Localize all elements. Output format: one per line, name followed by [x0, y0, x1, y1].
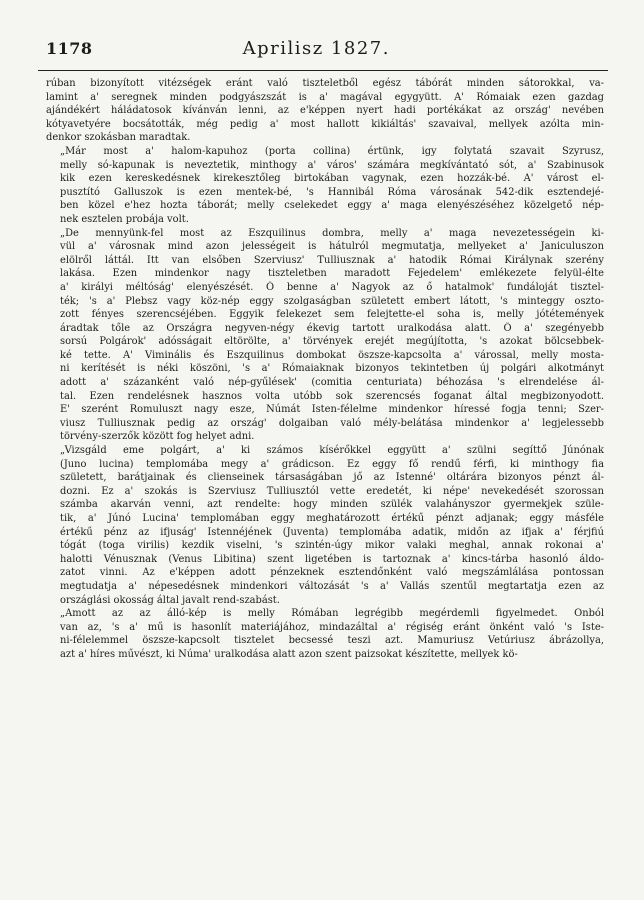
text-line: áradtak tőle az Országra negyven-négy ékevig tartott uralkodása alatt. Ő a' szegényebb	[60, 322, 604, 334]
text-line: született, barátjainak és clienseinek társaságában jő az Istenné' oltárára bizonyos pénzt ál-	[60, 472, 604, 484]
text-line: „Vizsgáld eme polgárt, a' ki számos kísérőkkel eggyütt a' szülni segíttő Júnónak	[60, 445, 604, 457]
text-line: a' királyi méltóság' elenyészését. Ő benne a' Nagyok az ő hatalmok' fundáloját tisztel-	[60, 281, 604, 293]
text-line: törvény-szerzők között fog helyet adni.	[60, 431, 255, 443]
text-line: ni kerítését is néki köszöni, 's a' Rómaiaknak bizonyos tekintetben új polgári alkotmányt	[60, 363, 604, 375]
paragraph	[46, 145, 604, 227]
text-line: halotti Vénusznak (Venus Libitina) szent ligetében is tartoznak a' kincs-tárba hasonló áldo-	[60, 553, 604, 565]
body-text	[46, 77, 604, 662]
text-line: van az, 's a' mű is hasonlít materiájához, mindazáltal a' régiség eránt önként való 's Iste-	[60, 621, 604, 633]
page-number: 1178	[46, 39, 93, 58]
text-line: „Amott az az álló-kép is melly Rómában legrégibb megérdemli figyelmedet. Onból	[60, 608, 604, 620]
paragraph	[46, 77, 604, 145]
text-line: értékű pénz az ifjuság' Istennéjének (Juventa) templomába adatik, midőn az ifjak a' férjfiú	[60, 526, 604, 538]
text-line: lamint a' seregnek minden podgyászszát is a' magával egygyütt. A' Rómaiak ezen gazdag	[46, 91, 604, 103]
text-line: rúban bizonyított vitézségek eránt való tiszteletből egész tábórát minden sátorokkal, va-	[46, 78, 604, 89]
text-line: tal. Ezen rendelésnek hasznos volta utóbb sok szerencsés foganat által megbizonyodott.	[60, 390, 604, 402]
text-line: országlási okosság által javalt rend-szabást.	[60, 594, 280, 606]
text-line: kik ezen kereskedésnek kirekesztőleg birtokában vagynak, ezen hozzák-bé. A' várost el-	[60, 173, 604, 185]
text-line: (Juno lucina) templomába megy a' grádicson. Ez eggy fő rendű férfi, ki minthogy fia	[60, 458, 604, 470]
page-title: Aprilisz 1827.	[242, 38, 390, 59]
text-line: nek esztelen probája volt.	[60, 213, 189, 225]
text-line: dozni. Ez a' szokás is Szerviusz Tulliusztól vette eredetét, ki népe' nevekedését szorossan	[60, 485, 604, 497]
text-line: tik, a' Júnó Lucina' templomában eggy meghatározott értékű pénzt adjanak; eggy másféle	[60, 513, 604, 524]
text-line: adott a' százanként való nép-gyűlések' (comitia centuriata) béhozása 's elrendelése ál-	[60, 377, 604, 389]
text-line: „Már most a' halom-kapuhoz (porta collina) értünk, igy folytatá szavait Szyrusz,	[60, 145, 604, 157]
text-line: sorsú Polgárok' adósságait eltörölte, a' törvények erejét megújította, 's azokat bölcsebbek-	[60, 336, 604, 348]
text-line: ben közel e'hez hozta táborát; melly cselekedet eggy a' maga elenyészéséhez közelgető nép-	[60, 200, 604, 212]
text-line: tógát (toga virilis) kezdik viselni, 's szintén-úgy mikor valaki meghal, annak rokonai a'	[60, 540, 604, 552]
text-line: viusz Tulliusznak pedig az ország' dolgaiban való mély-belátása mindenkor a' legjelessebb	[60, 417, 604, 429]
text-line: számba akarván venni, azt rendelte: hogy minden szülék valahányszor gyermekjek szüle-	[60, 499, 604, 511]
text-line: zott fényes szerencséjében. Eggyik felekezet sem felejtette-el soha is, melly jótétemények	[60, 309, 604, 321]
text-line: ték; 's a' Plebsz vagy köz-nép eggy szolgaságban született embert látott, 's minteggy oszto-	[60, 295, 604, 307]
running-header	[38, 38, 608, 71]
text-line: ajándékért háládatosok kívánván lenni, az e'képpen nyert hadi portékákat az ország' nevében	[46, 105, 604, 117]
text-line: vül a' városnak mind azon jelességeit is hátulról megmutatja, mellyeket a' Janiculuszon	[60, 241, 604, 253]
paragraph	[46, 227, 604, 445]
text-line: zatot vinni. Az e'képpen adott pénzeknek esztendőnként való megszámlálása pontossan	[60, 567, 604, 579]
text-line: pusztító Galluszok is ezen mentek-bé, 's Hannibál Róma városának 542-dik esztendejé-	[60, 186, 604, 198]
text-line: elölről láttál. Itt van elsőben Szerviusz' Tulliusznak a' hatodik Római Királynak szerény	[60, 254, 604, 266]
text-line: lakása. Ezen mindenkor nagy tiszteletben maradott Fejedelem' emlékezete felyül-élte	[60, 268, 604, 280]
text-line: azt a' híres művészt, ki Núma' uralkodása alatt azon szent paizsokat készítette, mellyek kö-	[60, 648, 518, 660]
text-line: ni-félelemmel öszsze-kapcsolt tisztelet becsessé teszi azt. Mamuriusz Vetúriusz ábrázollya,	[60, 635, 604, 647]
text-line: ké tette. A' Viminális és Eszquilinus dombokat öszsze-kapcsolta a' várossal, melly mosta-	[60, 349, 604, 361]
text-line: kótyavetyére bocsátották, még pedig a' most hallott kikiáltás' szavaival, mellyek azólta min-	[46, 118, 604, 130]
text-line: „De mennyünk-fel most az Eszquilinus dombra, melly a' maga nevezetességein ki-	[60, 227, 604, 239]
text-line: denkor szokásban maradtak.	[46, 132, 191, 144]
paragraph	[46, 444, 604, 607]
paragraph	[46, 607, 604, 661]
text-line: E' szerént Romuluszt nagy esze, Númát Isten-félelme mindenkor híressé fogja tenni; Szer-	[60, 404, 604, 416]
text-line: melly só-kapunak is neveztetik, minthogy a' város' számára megkívántató sót, a' Szabinusok	[60, 159, 604, 171]
text-line: megtudatja a' népesedésnek mindenkori változását 's a' Vallás szentűl megtartatja ezen az	[60, 580, 604, 592]
